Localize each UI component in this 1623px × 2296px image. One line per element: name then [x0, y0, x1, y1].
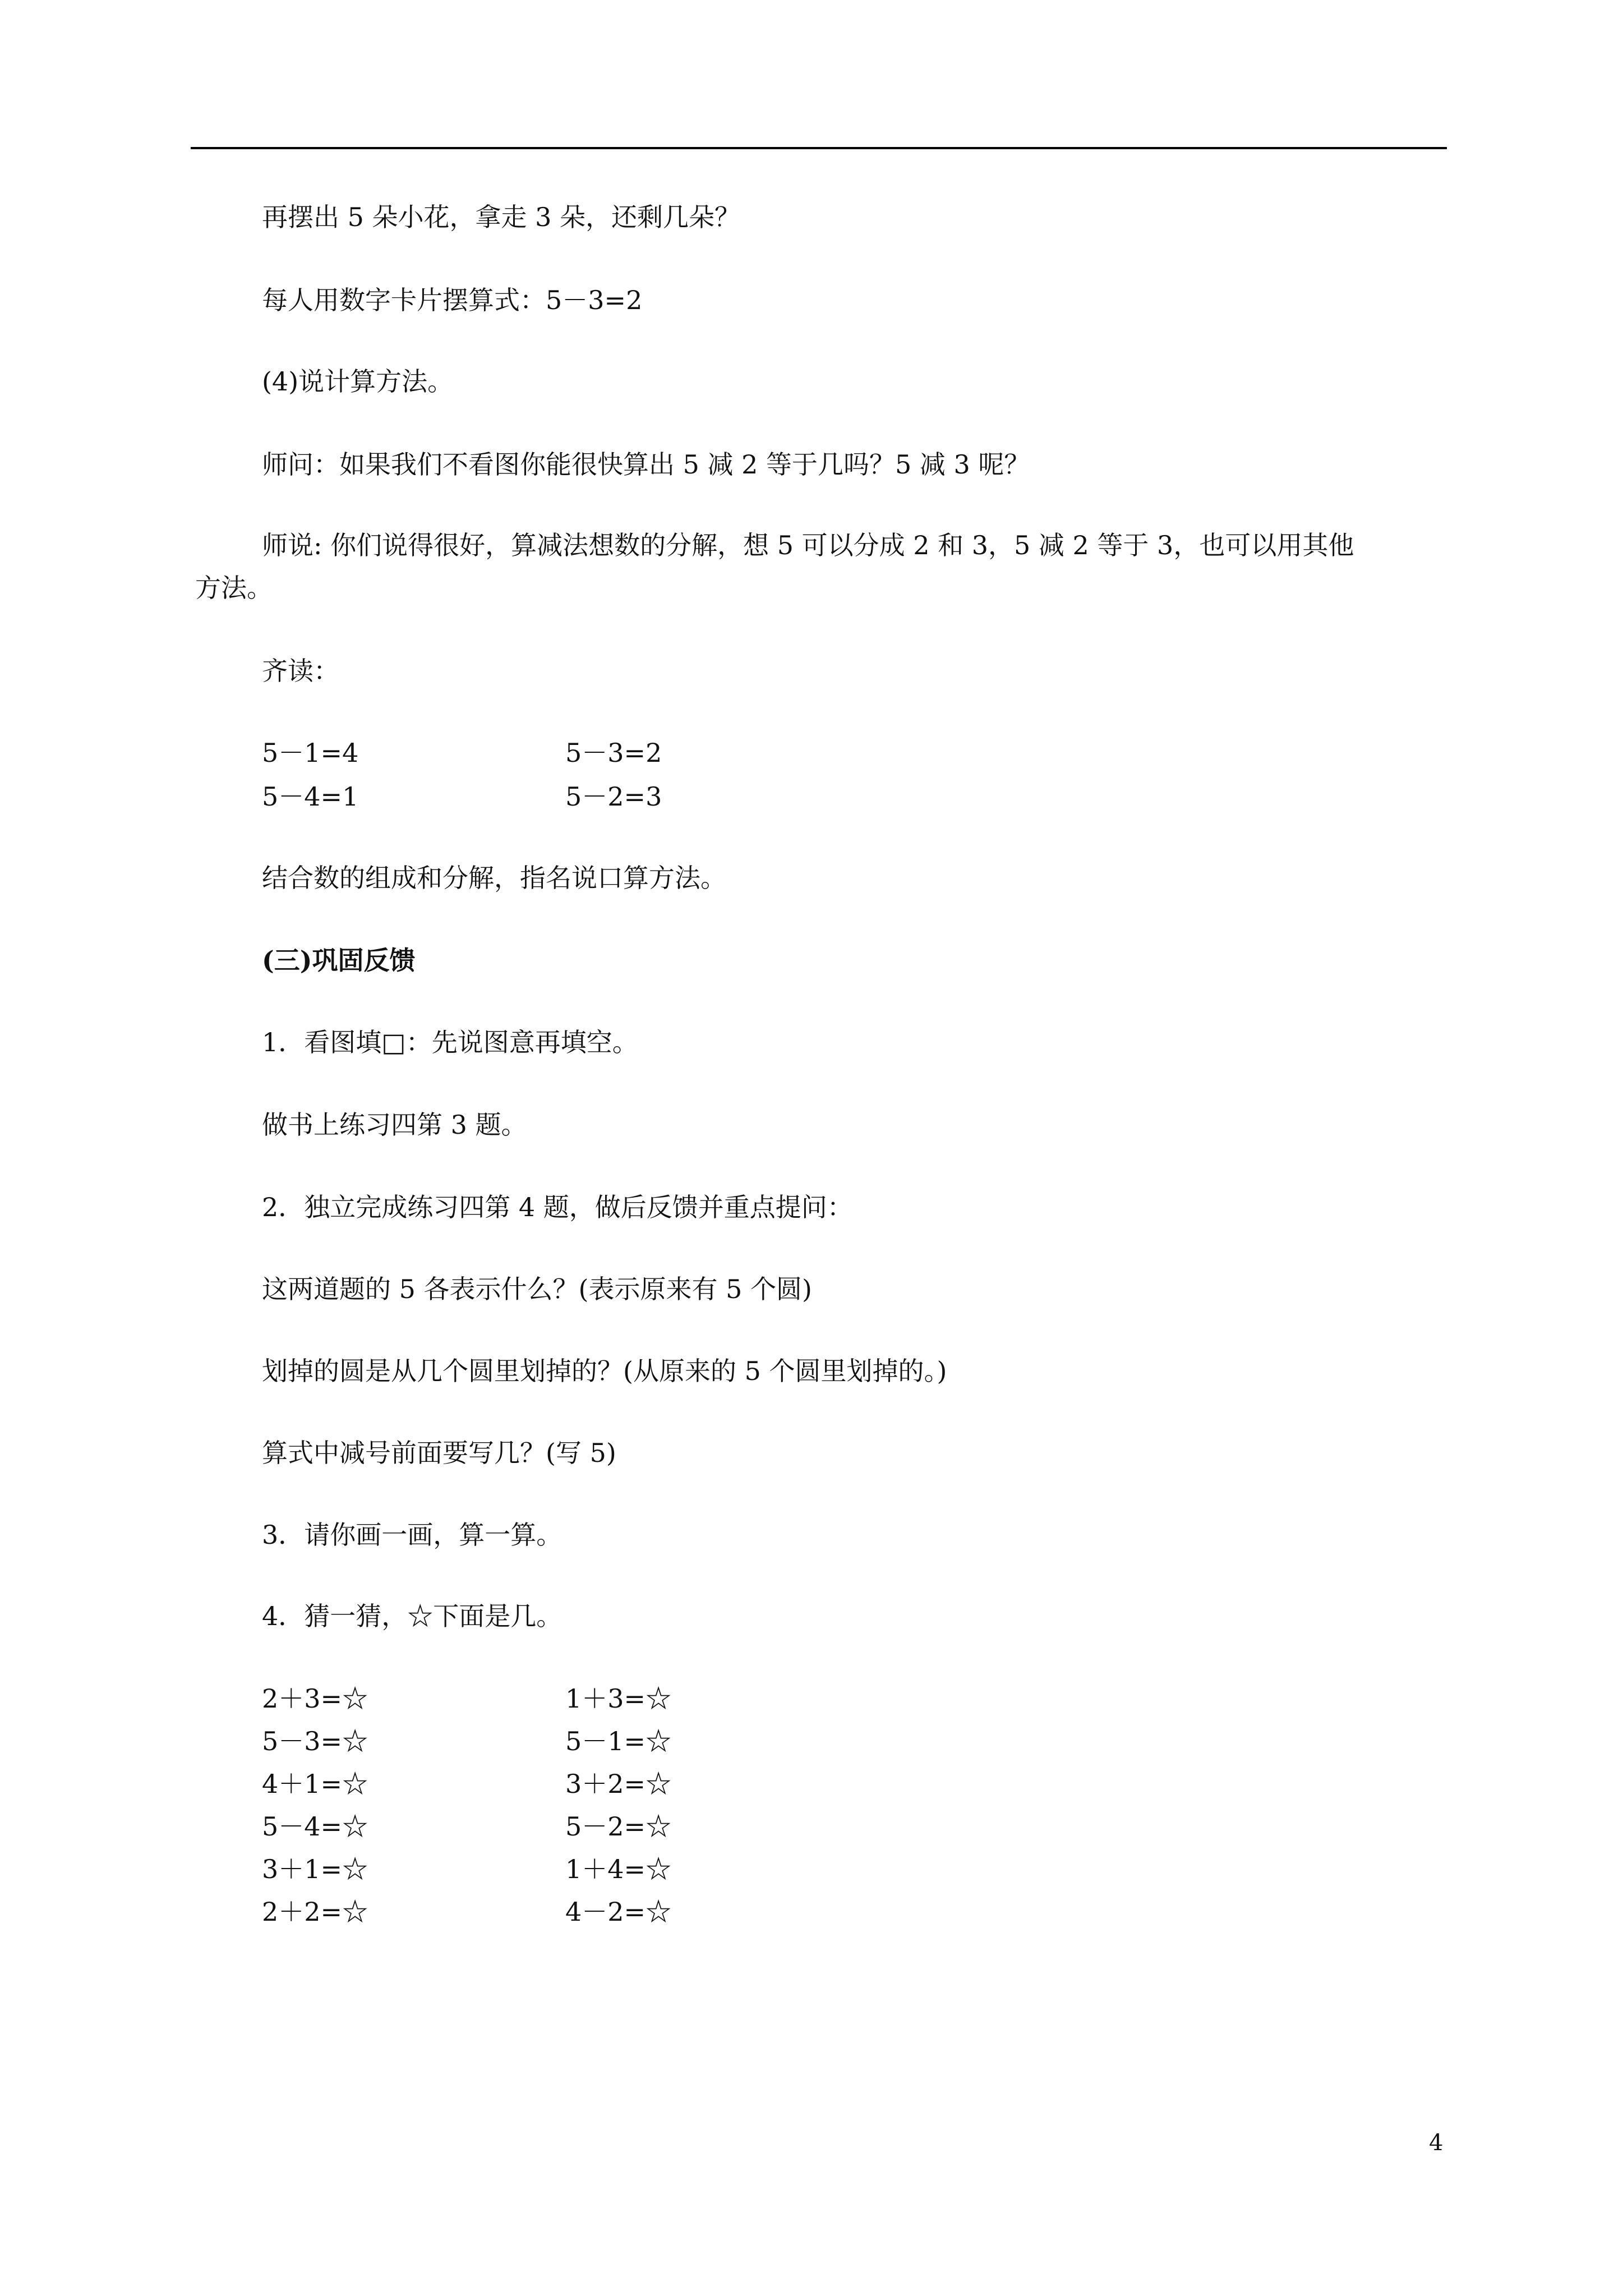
section-title: (三)巩固反馈 — [262, 945, 416, 976]
paragraph-continuation: 方法。 — [195, 573, 273, 603]
guess-equation: 5－1=☆ — [565, 1726, 672, 1756]
paragraph: 4．猜一猜，☆下面是几。 — [262, 1601, 562, 1631]
guess-equation: 2＋2=☆ — [262, 1897, 368, 1927]
paragraph: (4)说计算方法。 — [262, 366, 454, 397]
read-aloud-equation: 5－1=4 — [262, 738, 359, 768]
guess-equation: 3＋1=☆ — [262, 1854, 368, 1884]
read-aloud-equation: 5－2=3 — [565, 781, 662, 812]
guess-equation: 5－3=☆ — [262, 1726, 368, 1756]
paragraph: 齐读： — [262, 656, 339, 686]
read-aloud-equation: 5－4=1 — [262, 781, 359, 812]
paragraph: 每人用数字卡片摆算式：5－3=2 — [262, 285, 643, 315]
read-aloud-equation: 5－3=2 — [565, 738, 662, 768]
guess-equation: 1＋3=☆ — [565, 1683, 672, 1714]
guess-equation: 2＋3=☆ — [262, 1683, 368, 1714]
header-rule — [191, 147, 1447, 149]
paragraph: 师问：如果我们不看图你能很快算出 5 减 2 等于几吗？5 减 3 呢？ — [262, 449, 1030, 480]
paragraph: 1．看图填□：先说图意再填空。 — [262, 1027, 638, 1057]
paragraph: 算式中减号前面要写几？(写 5) — [262, 1438, 616, 1468]
guess-equation: 4－2=☆ — [565, 1897, 672, 1927]
paragraph: 3．请你画一画，算一算。 — [262, 1520, 562, 1550]
guess-equation: 3＋2=☆ — [565, 1769, 672, 1799]
paragraph: 再摆出 5 朵小花，拿走 3 朵，还剩几朵？ — [262, 202, 741, 232]
paragraph: 划掉的圆是从几个圆里划掉的？(从原来的 5 个圆里划掉的。) — [262, 1356, 947, 1386]
paragraph: 2．独立完成练习四第 4 题，做后反馈并重点提问： — [262, 1192, 853, 1222]
guess-equation: 5－4=☆ — [262, 1811, 368, 1842]
guess-equation: 4＋1=☆ — [262, 1769, 368, 1799]
guess-equation: 5－2=☆ — [565, 1811, 672, 1842]
paragraph: 这两道题的 5 各表示什么？(表示原来有 5 个圆) — [262, 1274, 812, 1304]
paragraph: 做书上练习四第 3 题。 — [262, 1110, 527, 1140]
guess-equation: 1＋4=☆ — [565, 1854, 672, 1884]
paragraph: 师说: 你们说得很好，算减法想数的分解，想 5 可以分成 2 和 3，5 减 2 等于 3，也可以用其他 — [262, 530, 1354, 560]
page-number: 4 — [1429, 2130, 1444, 2156]
paragraph: 结合数的组成和分解，指名说口算方法。 — [262, 863, 726, 893]
